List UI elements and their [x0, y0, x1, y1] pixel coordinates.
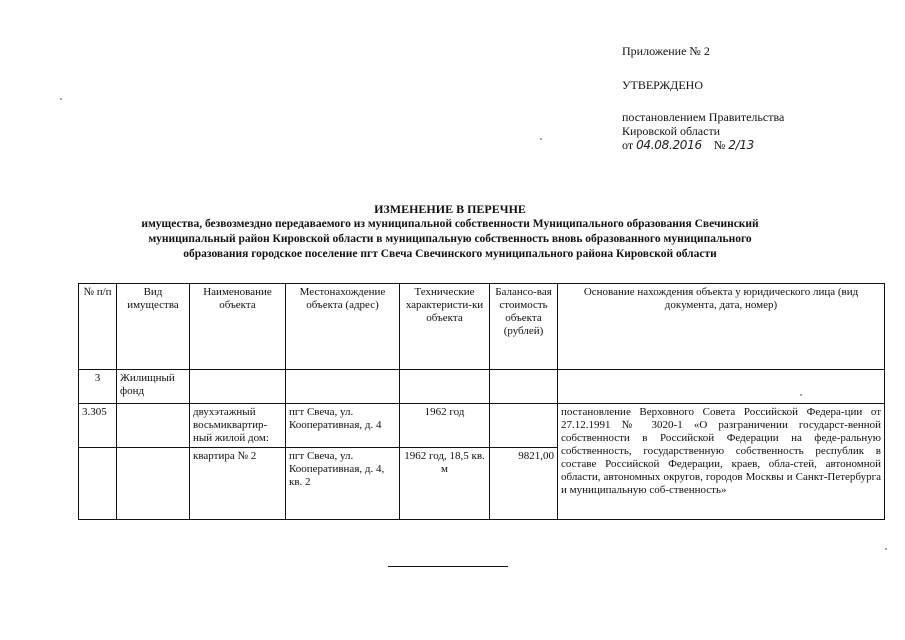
- cell-basis: [558, 370, 885, 404]
- title-line-4: образования городское поселение пгт Свеча Свечинского муниципального района Кировской области: [183, 248, 717, 260]
- number-prefix: №: [713, 138, 726, 152]
- scan-speck: [885, 548, 887, 550]
- header-type: Вид имущества: [117, 284, 190, 370]
- document-title: [90, 202, 810, 262]
- cell-balance: [490, 404, 558, 448]
- cell-tech: [400, 370, 490, 404]
- handwritten-date: 04.08.2016: [636, 138, 702, 152]
- table-row: [79, 370, 885, 404]
- header-name: Наименование объекта: [190, 284, 286, 370]
- header-balance: Балансо-вая стоимость объекта (рублей): [490, 284, 558, 370]
- title-line-2: имущества, безвозмездно передаваемого из муниципальной собственности Муниципального образования Свечинский: [141, 218, 759, 230]
- table-header-row: [79, 284, 885, 370]
- cell-type: [117, 448, 190, 520]
- cell-name: двухэтажный восьмиквартир-ный жилой дом:: [190, 404, 286, 448]
- header-basis: Основание нахождения объекта у юридического лица (вид документа, дата, номер): [558, 284, 885, 370]
- cell-location: пгт Свеча, ул. Кооперативная, д. 4, кв. 2: [286, 448, 400, 520]
- cell-type: [117, 404, 190, 448]
- approval-block: [622, 44, 882, 152]
- cell-tech: 1962 год, 18,5 кв. м: [400, 448, 490, 520]
- property-table: [78, 283, 885, 520]
- cell-balance: [490, 370, 558, 404]
- header-location: Местонахождение объекта (адрес): [286, 284, 400, 370]
- cell-tech: 1962 год: [400, 404, 490, 448]
- scan-speck: [540, 138, 542, 140]
- appendix-label: Приложение № 2: [622, 44, 710, 58]
- cell-basis: постановление Верховного Совета Российской Федера-ции от 27.12.1991 № 3020-1 «О разграничении государст-венной собственности в Российской Федерации на феде-ральную собственность, государственную собственность республик в составе Российской Федерации, краев, обла-стей, автономной области, автономных округов, городов Москвы и Санкт-Петербурга и муниципальную соб-ственность»: [558, 404, 885, 520]
- cell-location: пгт Свеча, ул. Кооперативная, д. 4: [286, 404, 400, 448]
- table-row: [79, 404, 885, 448]
- approved-stamp: УТВЕРЖДЕНО: [622, 78, 704, 92]
- header-tech: Технические характеристи-ки объекта: [400, 284, 490, 370]
- closing-rule: [388, 566, 508, 567]
- title-heading: ИЗМЕНЕНИЕ В ПЕРЕЧНЕ: [374, 202, 526, 216]
- cell-balance: 9821,00: [490, 448, 558, 520]
- cell-num: [79, 448, 117, 520]
- cell-name: [190, 370, 286, 404]
- cell-type: Жилищный фонд: [117, 370, 190, 404]
- decree-line-1: постановлением Правительства: [622, 110, 785, 124]
- cell-num: 3: [79, 370, 117, 404]
- decree-date-line: [622, 138, 882, 152]
- decree-line-2: Кировской области: [622, 124, 721, 138]
- handwritten-number: 2/13: [728, 138, 755, 152]
- title-line-3: муниципальный район Кировской области в муниципальную собственность вновь образованного муниципального: [148, 233, 752, 245]
- header-num: № п/п: [79, 284, 117, 370]
- date-prefix: от: [622, 138, 634, 152]
- scan-speck: [800, 394, 802, 396]
- scan-speck: [60, 98, 62, 100]
- cell-name: квартира № 2: [190, 448, 286, 520]
- cell-num: 3.305: [79, 404, 117, 448]
- cell-location: [286, 370, 400, 404]
